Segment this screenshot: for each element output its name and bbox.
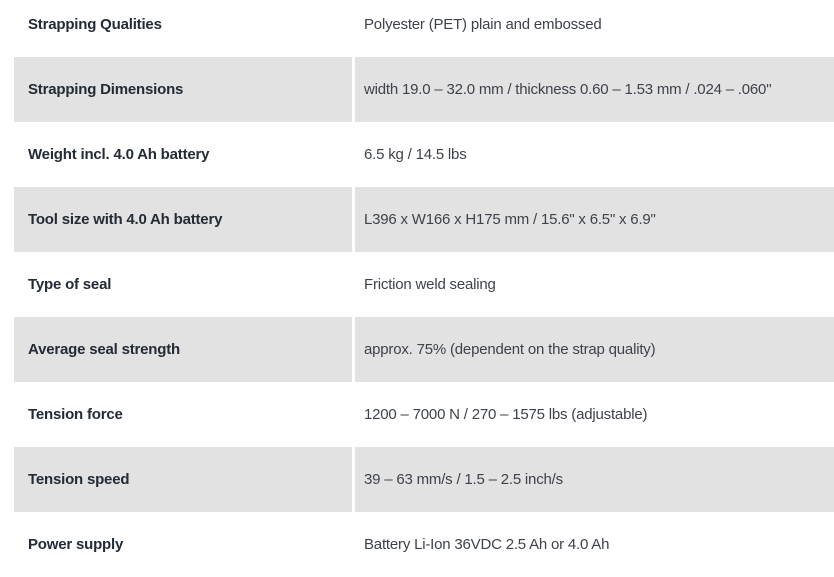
spec-value-strapping-dimensions: width 19.0 – 32.0 mm / thickness 0.60 – 1.53 mm / .024 – .060" — [355, 57, 834, 122]
spec-value-weight: 6.5 kg / 14.5 lbs — [355, 122, 834, 187]
spec-value-tension-speed: 39 – 63 mm/s / 1.5 – 2.5 inch/s — [355, 447, 834, 512]
spec-label-strapping-qualities: Strapping Qualities — [14, 0, 352, 57]
spec-value-average-seal-strength: approx. 75% (dependent on the strap quality) — [355, 317, 834, 382]
spec-value-strapping-qualities: Polyester (PET) plain and embossed — [355, 0, 834, 57]
spec-label-tool-size: Tool size with 4.0 Ah battery — [14, 187, 352, 252]
spec-label-power-supply: Power supply — [14, 512, 352, 577]
spec-label-tension-speed: Tension speed — [14, 447, 352, 512]
spec-label-weight: Weight incl. 4.0 Ah battery — [14, 122, 352, 187]
spec-label-type-of-seal: Type of seal — [14, 252, 352, 317]
spec-label-tension-force: Tension force — [14, 382, 352, 447]
spec-value-tool-size: L396 x W166 x H175 mm / 15.6" x 6.5" x 6.9" — [355, 187, 834, 252]
spec-label-average-seal-strength: Average seal strength — [14, 317, 352, 382]
spec-value-type-of-seal: Friction weld sealing — [355, 252, 834, 317]
spec-table — [14, 0, 834, 577]
spec-label-strapping-dimensions: Strapping Dimensions — [14, 57, 352, 122]
spec-value-power-supply: Battery Li-Ion 36VDC 2.5 Ah or 4.0 Ah — [355, 512, 834, 577]
spec-value-tension-force: 1200 – 7000 N / 270 – 1575 lbs (adjustable) — [355, 382, 834, 447]
